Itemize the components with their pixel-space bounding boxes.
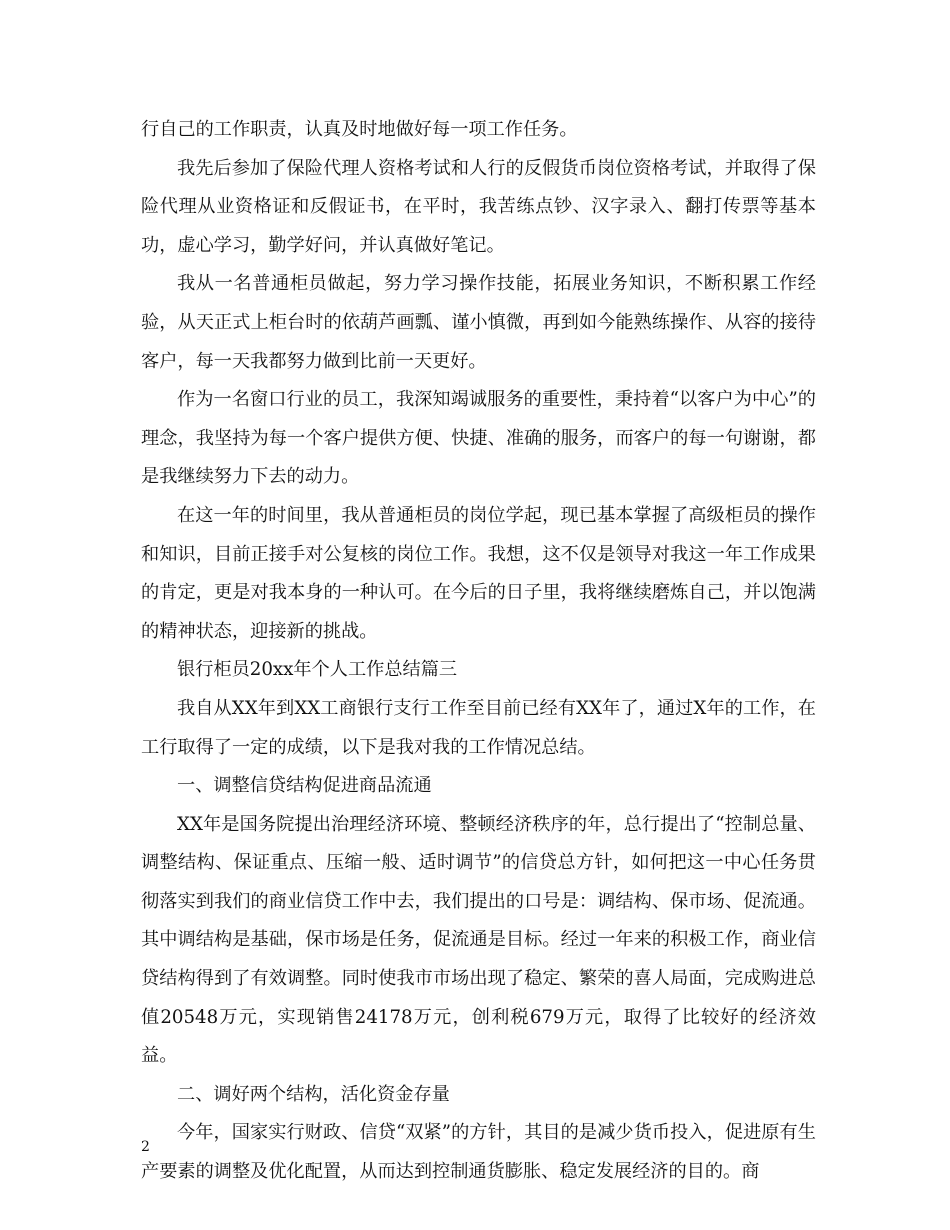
paragraph-5: 在这一年的时间里，我从普通柜员的岗位学起，现已基本掌握了高级柜员的操作和知识，目前正接手对公复核的岗位工作。我想，这不仅是领导对我这一年工作成果的肯定，更是对我本身的一种认可。在今后的日子里，我将继续磨炼自己，并以饱满的精神状态，迎接新的挑战。 [141, 504, 816, 642]
paragraph-6: 我自从XX年到XX工商银行支行工作至目前已经有XX年了，通过X年的工作，在工行取得了一定的成绩，以下是我对我的工作情况总结。 [141, 697, 816, 758]
paragraph-3: 我从一名普通柜员做起，努力学习操作技能，拓展业务知识，不断积累工作经验，从天正式上柜台时的依葫芦画瓢、谨小慎微，再到如今能熟练操作、从容的接待客户，每一天我都努力做到比前一天更好。 [141, 273, 816, 372]
paragraph-7: XX年是国务院提出治理经济环境、整顿经济秩序的年，总行提出了“控制总量、调整结构、保证重点、压缩一般、适时调节”的信贷总方针，如何把这一中心任务贯彻落实到我们的商业信贷工作中去，我们提出的口号是：调结构、保市场、促流通。其中调结构是基础，保市场是任务，促流通是目标。经过一年来的积极工作，商业信贷结构得到了有效调整。同时使我市市场出现了稳定、繁荣的喜人局面，完成购进总值20548万元，实现销售24178万元，创利税679万元，取得了比较好的经济效益。 [141, 813, 816, 1067]
paragraph-8: 今年，国家实行财政、信贷“双紧”的方针，其目的是减少货币投入，促进原有生产要素的调整及优化配置，从而达到控制通货膨胀、稳定发展经济的目的。商 [141, 1122, 816, 1183]
paragraph-2: 我先后参加了保险代理人资格考试和人行的反假货币岗位资格考试，并取得了保险代理从业资格证和反假证书，在平时，我苦练点钞、汉字录入、翻打传票等基本功，虚心学习，勤学好问，并认真做好笔记。 [141, 157, 816, 256]
body-text [141, 111, 816, 1192]
paragraph-4: 作为一名窗口行业的员工，我深知竭诚服务的重要性，秉持着“以客户为中心”的理念，我坚持为每一个客户提供方便、快捷、准确的服务，而客户的每一句谢谢，都是我继续努力下去的动力。 [141, 389, 816, 488]
paragraph-1: 行自己的工作职责，认真及时地做好每一项工作任务。 [141, 119, 578, 140]
section-title: 银行柜员20xx年个人工作总结篇三 [177, 659, 458, 681]
heading-1: 一、调整信贷结构促进商品流通 [177, 775, 432, 797]
page-number: 2 [141, 1139, 150, 1155]
heading-2: 二、调好两个结构，活化资金存量 [177, 1083, 450, 1105]
